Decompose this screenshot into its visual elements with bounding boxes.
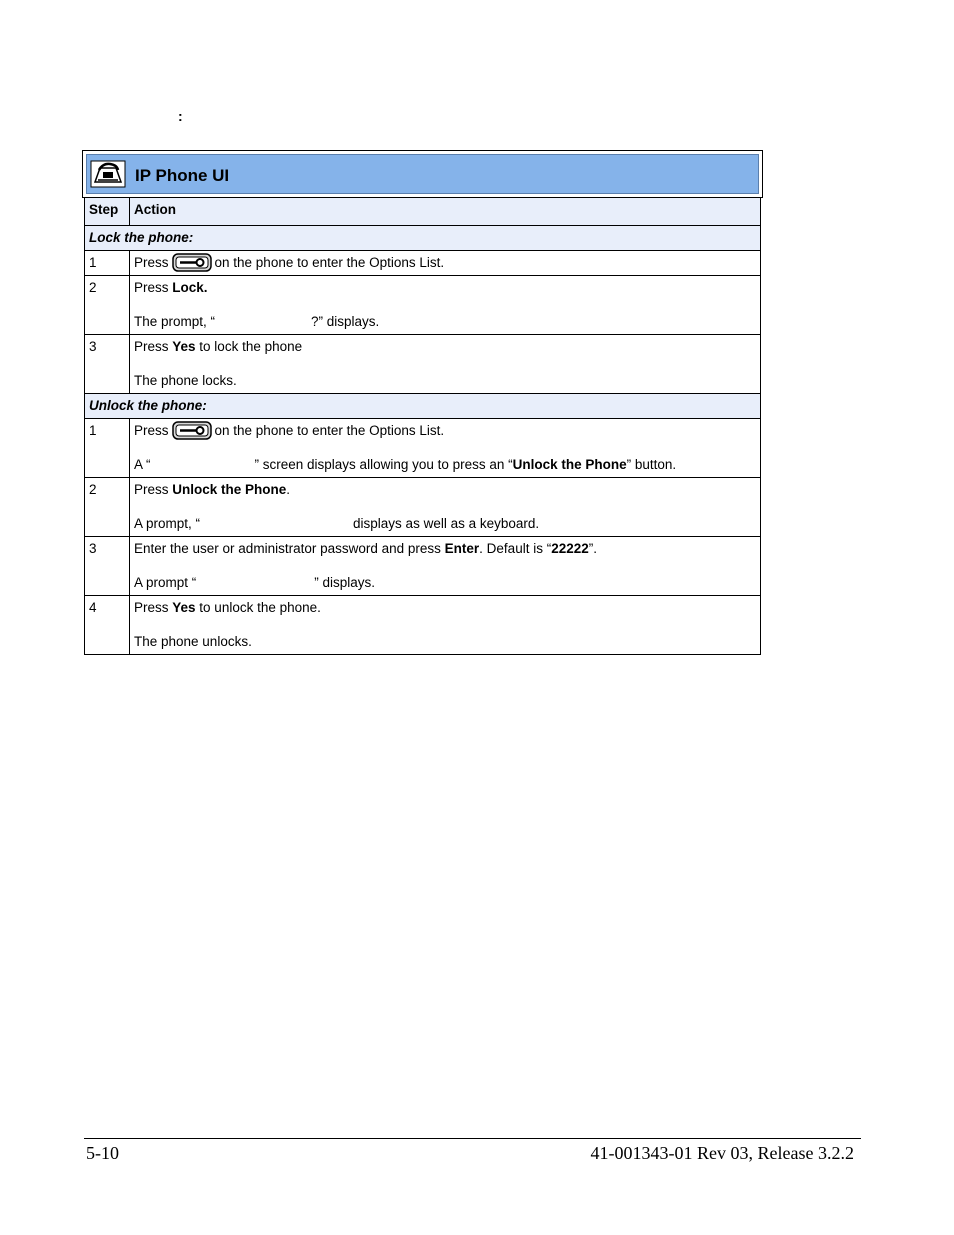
step-number: 4: [85, 596, 130, 655]
step-action: Press Yes to unlock the phone. The phone unlocks.: [130, 596, 761, 655]
header-action: Action: [130, 198, 761, 226]
section-lock-label: Lock the phone:: [85, 226, 761, 251]
table-header-row: [85, 198, 761, 226]
header-step: Step: [85, 198, 130, 226]
step-number: 1: [85, 251, 130, 276]
table-row: [85, 419, 761, 478]
options-key-icon: [172, 253, 212, 272]
footer-doc-id: 41-001343-01 Rev 03, Release 3.2.2: [590, 1143, 854, 1163]
section-unlock-label: Unlock the phone:: [85, 394, 761, 419]
section-lock: [85, 226, 761, 251]
section-unlock: [85, 394, 761, 419]
step-number: 2: [85, 276, 130, 335]
footer-rule: [84, 1138, 861, 1139]
heading-colon: :: [178, 108, 183, 124]
table-row: [85, 537, 761, 596]
step-action: Enter the user or administrator password and press Enter. Default is “22222”. A prompt “ ” displays.: [130, 537, 761, 596]
step-action: Press Yes to lock the phone The phone locks.: [130, 335, 761, 394]
ip-phone-ui-banner: [82, 150, 763, 198]
table-row: [85, 251, 761, 276]
phone-icon: [90, 160, 126, 188]
step-action: Press Lock. The prompt, “ ?” displays.: [130, 276, 761, 335]
step-number: 1: [85, 419, 130, 478]
table-row: [85, 276, 761, 335]
step-action: Press Unlock the Phone. A prompt, “ displays as well as a keyboard.: [130, 478, 761, 537]
footer-page-number: 5-10: [86, 1143, 119, 1163]
step-action: Press on the phone to enter the Options List.: [130, 251, 761, 276]
banner-title: IP Phone UI: [135, 165, 230, 185]
step-number: 3: [85, 335, 130, 394]
banner-fill: [86, 154, 759, 194]
table-row: [85, 596, 761, 655]
step-action: Press on the phone to enter the Options List. A “ ” screen displays allowing you to press an “Unlock the Phone” button.: [130, 419, 761, 478]
options-key-icon: [172, 421, 212, 440]
steps-table: [84, 197, 761, 655]
step-number: 3: [85, 537, 130, 596]
table-row: [85, 335, 761, 394]
table-row: [85, 478, 761, 537]
step-number: 2: [85, 478, 130, 537]
